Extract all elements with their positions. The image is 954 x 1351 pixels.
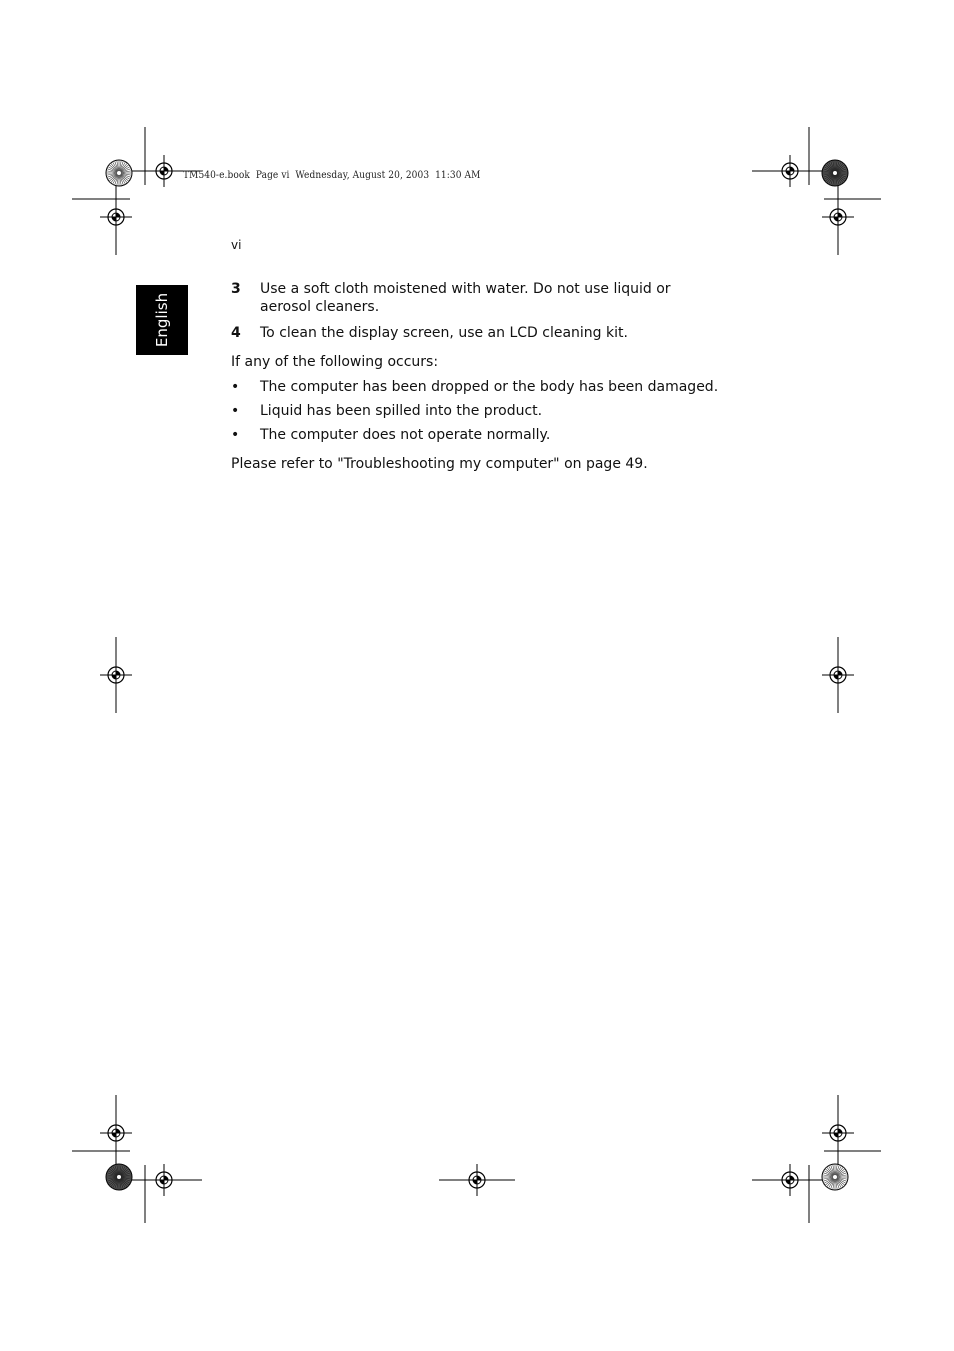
registration-target-icon	[822, 179, 854, 255]
intro-paragraph: If any of the following occurs:	[231, 354, 439, 370]
registration-target-icon	[752, 1164, 828, 1196]
registration-target-icon	[752, 155, 828, 187]
registration-target-icon	[100, 179, 132, 255]
list-item-bullet	[231, 426, 721, 444]
bullet-marker: •	[231, 427, 240, 443]
registration-target-icon	[100, 637, 132, 713]
bullet-text: Liquid has been spilled into the product.	[260, 403, 543, 419]
list-item-bullet	[231, 378, 721, 396]
bullet-marker: •	[231, 379, 240, 395]
registration-target-icon	[439, 1164, 515, 1196]
registration-target-icon	[822, 1095, 854, 1171]
step-number: 4	[231, 325, 241, 341]
language-tab	[136, 285, 188, 355]
step-text: To clean the display screen, use an LCD cleaning kit.	[260, 325, 628, 341]
step-number: 3	[231, 281, 241, 297]
language-tab-label: English	[153, 292, 171, 348]
print-slug: TM540-e.book Page vi Wednesday, August 20, 2003 11:30 AM	[183, 169, 481, 181]
list-item-bullet	[231, 402, 721, 420]
color-wheel-icon	[822, 1164, 848, 1190]
bullet-text: The computer does not operate normally.	[260, 427, 551, 443]
closing-paragraph: Please refer to "Troubleshooting my computer" on page 49.	[231, 456, 648, 472]
page-body	[231, 280, 721, 473]
color-wheel-icon	[822, 160, 848, 186]
color-wheel-icon	[106, 1164, 132, 1190]
color-wheel-icon	[106, 160, 132, 186]
bullet-text: The computer has been dropped or the body has been damaged.	[260, 379, 719, 395]
registration-target-icon	[822, 637, 854, 713]
step-text: Use a soft cloth moistened with water. Do not use liquid or aerosol cleaners.	[260, 281, 671, 315]
page-number: vi	[231, 238, 242, 252]
list-item-step-3	[231, 280, 721, 316]
bullet-marker: •	[231, 403, 240, 419]
registration-target-icon	[100, 1095, 132, 1171]
list-item-step-4	[231, 324, 721, 342]
registration-target-icon	[126, 1164, 202, 1196]
